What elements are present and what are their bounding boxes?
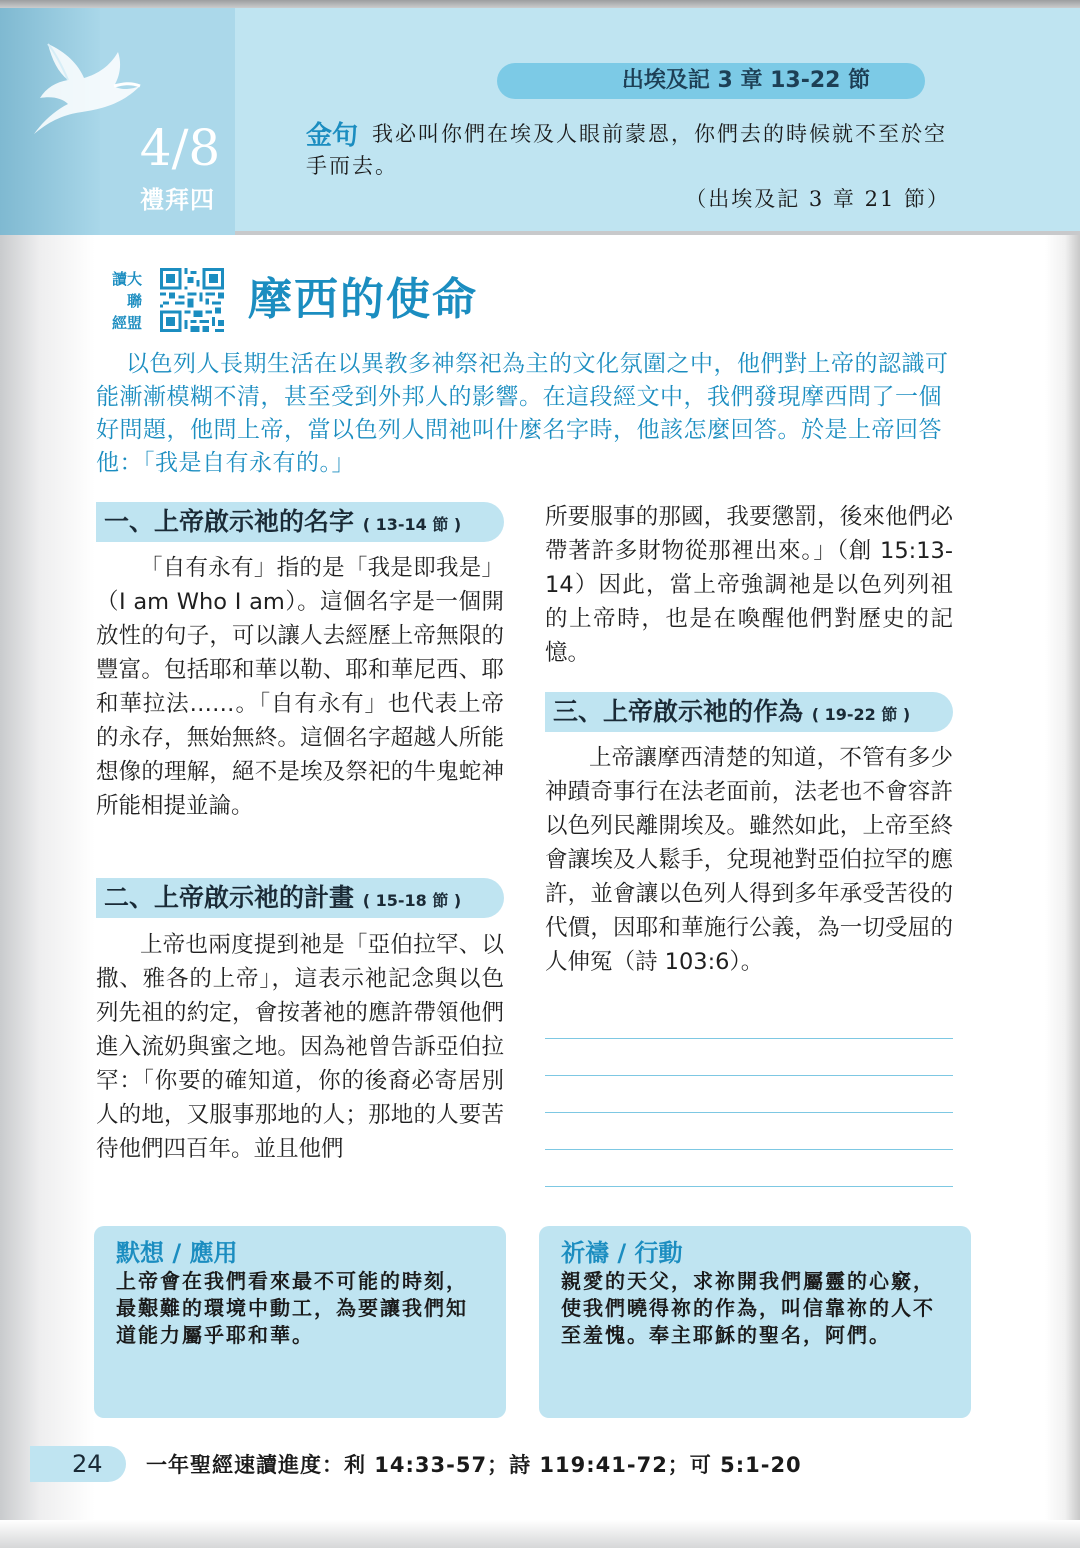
meditation-heading: 默想 / 應用 — [116, 1239, 238, 1267]
intro-paragraph: 以色列人長期生活在以異教多神祭祀為主的文化氛圍之中，他們對上帝的認識可能漸漸模糊不清，甚至受到外邦人的影響。在這段經文中，我們發現摩西問了一個好問題，他問上帝，當以色列人問祂叫什麼名字時，他該怎麼回答。於是上帝回答他：「我是自有永有的。」 — [96, 351, 949, 476]
scripture-reference: 出埃及記 3 章 13-22 節 — [497, 63, 925, 99]
section-body-2-continued: 所要服事的那國，我要懲罰，後來他們必帶著許多財物從那裡出來。」（創 15:13-14）因此，當上帝強調祂是以色列列祖的上帝時，也是在喚醒他們對歷史的記憶。 — [545, 504, 953, 666]
note-line — [545, 1075, 953, 1076]
section-title: 一、上帝啟示祂的名字 — [104, 507, 355, 536]
section-verses: ( 19-22 節 ) — [811, 705, 911, 724]
section-body-1: 「自有永有」指的是「我是即我是」（I am Who I am）。這個名字是一個開放性的句子，可以讓人去經歷上帝無限的豐富。包括耶和華以勒、耶和華尼西、耶和華拉法……。「自有永有」也代表上帝的永存，無始無終。這個名字超越人所能想像的理解，絕不是埃及祭祀的牛鬼蛇神所能相提並論。 — [96, 555, 504, 819]
dove-icon — [22, 24, 152, 154]
note-line — [545, 1186, 953, 1187]
note-lines[interactable] — [545, 1038, 953, 1228]
memory-verse-label: 金句 — [306, 121, 359, 151]
section-body-2: 上帝也兩度提到祂是「亞伯拉罕、以撒、雅各的上帝」，這表示祂記念與以色列先祖的約定，會按著祂的應許帶領他們進入流奶與蜜之地。因為祂曾告訴亞伯拉罕：「你要的確知道，你的後裔必寄居別人的地，又服事那地的人；那地的人要苦待他們四百年。並且他們 — [96, 932, 504, 1162]
page-title: 摩西的使命 — [248, 274, 478, 325]
note-line — [545, 1112, 953, 1113]
page-bottom-edge — [0, 1520, 1080, 1548]
prayer-heading: 祈禱 / 行動 — [561, 1239, 683, 1267]
meditation-text: 上帝會在我們看來最不可能的時刻，最艱難的環境中動工，為要讓我們知道能力屬乎耶和華。 — [116, 1269, 468, 1347]
memory-verse-text: 我必叫你們在埃及人眼前蒙恩，你們去的時候就不至於空手而去。 — [306, 122, 947, 178]
section-heading-3 — [545, 692, 953, 732]
prayer-box — [539, 1226, 971, 1418]
section-verses: ( 15-18 節 ) — [362, 891, 462, 910]
memory-verse-citation: （出埃及記 3 章 21 節） — [685, 187, 950, 211]
note-line — [545, 1149, 953, 1150]
section-heading-1 — [96, 502, 504, 542]
qr-label: 讀大 聯 經盟 — [112, 270, 143, 332]
reading-plan: 一年聖經速讀進度：利 14:33-57；詩 119:41-72；可 5:1-20 — [146, 1453, 802, 1477]
section-heading-2 — [96, 878, 504, 918]
weekday-label: 禮拜四 — [140, 186, 215, 214]
meditation-box — [94, 1226, 506, 1418]
note-line — [545, 1038, 953, 1039]
section-body-3: 上帝讓摩西清楚的知道，不管有多少神蹟奇事行在法老面前，法老也不會容許以色列民離開埃及。雖然如此，上帝至終會讓埃及人鬆手，兌現祂對亞伯拉罕的應許，並會讓以色列人得到多年承受苦役的代價，因耶和華施行公義，為一切受屈的人伸冤（詩 103:6）。 — [545, 745, 953, 975]
prayer-text: 親愛的天父，求祢開我們屬靈的心竅，使我們曉得祢的作為，叫信靠祢的人不至羞愧。奉主耶穌的聖名，阿們。 — [561, 1269, 935, 1347]
section-title: 二、上帝啟示祂的計畫 — [104, 883, 355, 912]
section-verses: ( 13-14 節 ) — [362, 515, 462, 534]
section-title: 三、上帝啟示祂的作為 — [553, 697, 804, 726]
date-number: 4/8 — [139, 119, 221, 177]
page-number: 24 — [30, 1446, 126, 1482]
qr-code-icon[interactable] — [160, 268, 224, 332]
